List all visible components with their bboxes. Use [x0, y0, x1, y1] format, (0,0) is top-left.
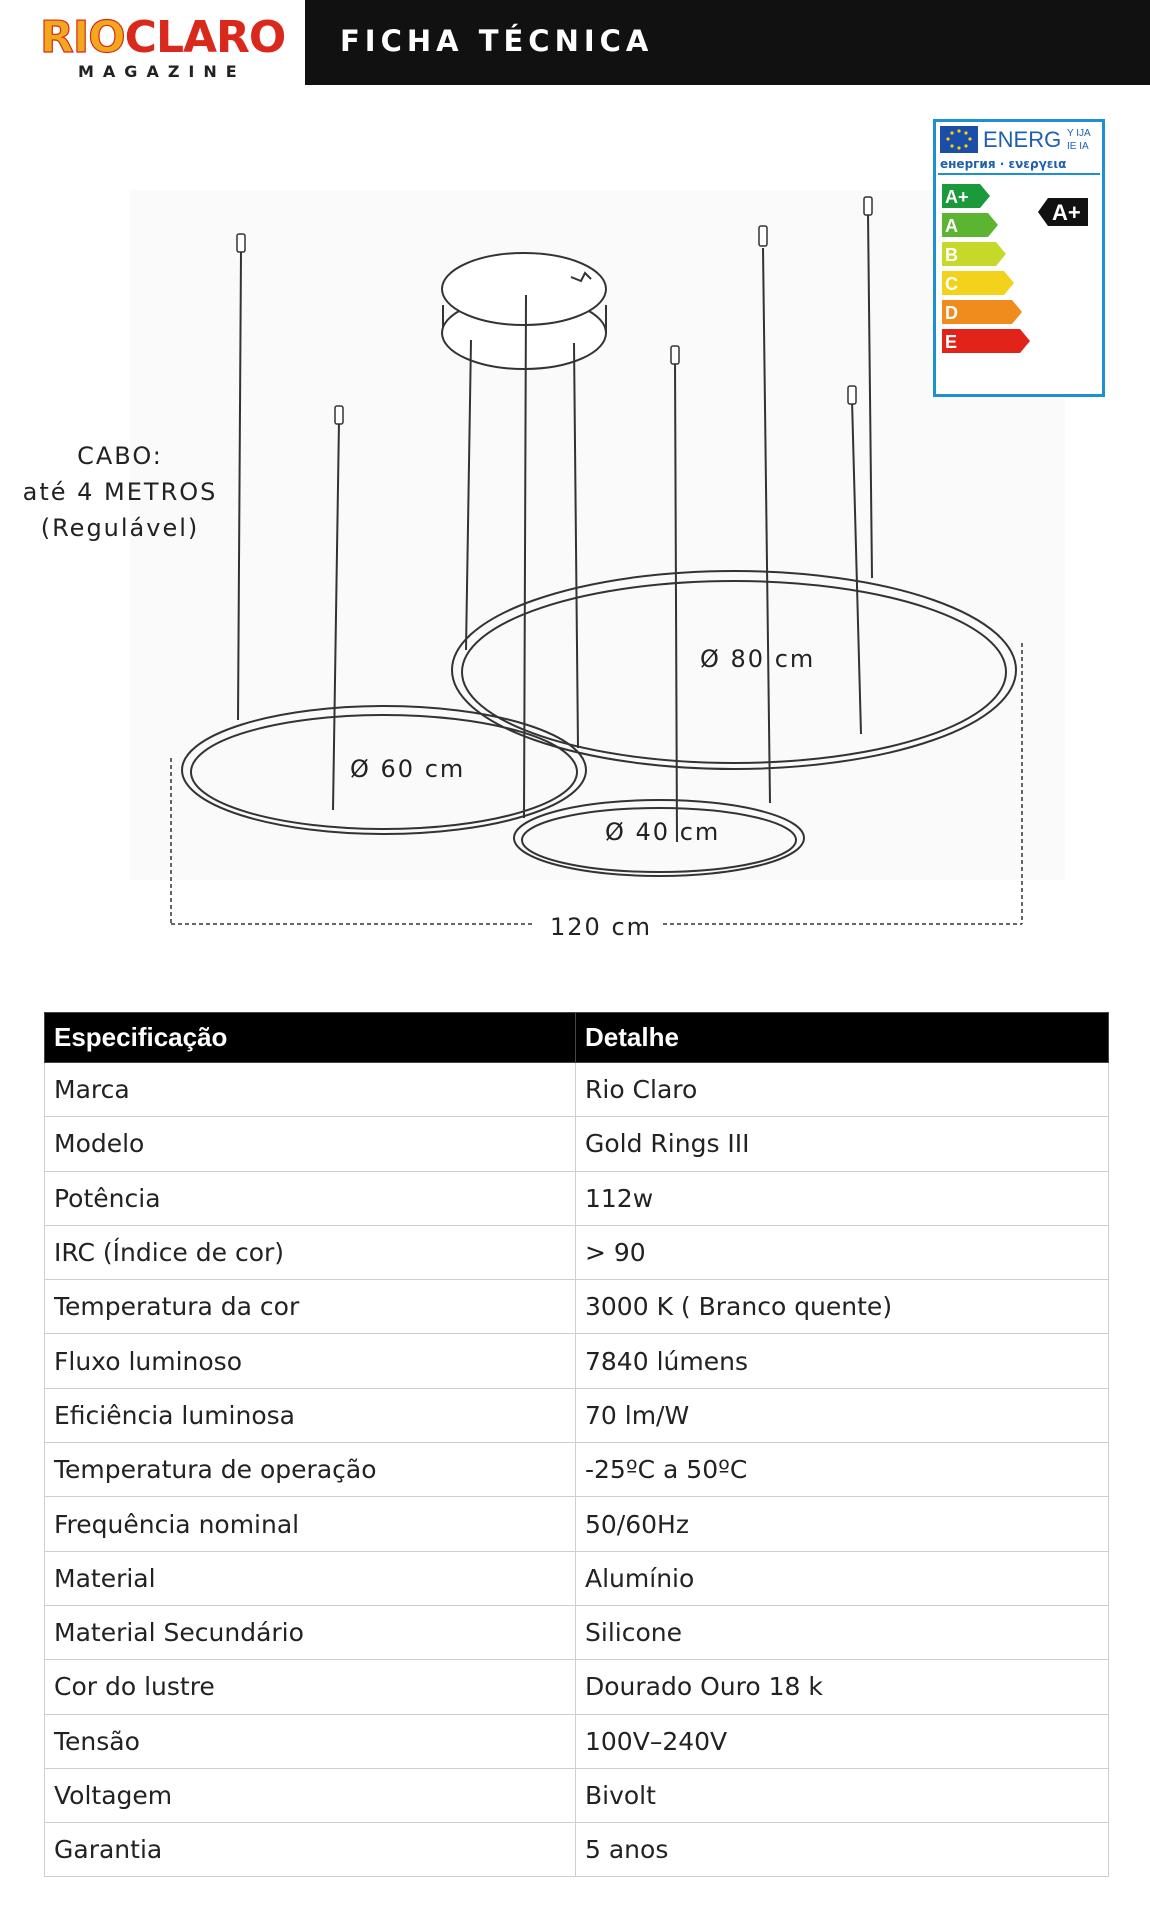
- spec-value-cell: Alumínio: [576, 1551, 1109, 1605]
- energy-title: ENERG: [983, 127, 1062, 152]
- energy-class-label: A+: [945, 187, 969, 207]
- table-row: [45, 1714, 1109, 1768]
- spec-name-cell: Modelo: [45, 1117, 576, 1171]
- column-header-spec: Especificação: [45, 1013, 576, 1063]
- energy-class-bar: [942, 329, 1030, 353]
- logo-subtitle: MAGAZINE: [78, 62, 246, 81]
- table-row: [45, 1388, 1109, 1442]
- energy-class-label: C: [945, 274, 958, 294]
- table-row: [45, 1225, 1109, 1279]
- energy-class-label: B: [945, 245, 958, 265]
- spec-value-cell: 70 lm/W: [576, 1388, 1109, 1442]
- logo-wordmark: [40, 12, 286, 63]
- energy-class-bar: [942, 300, 1022, 324]
- energy-class-bar: [942, 271, 1014, 295]
- spec-value-cell: Silicone: [576, 1605, 1109, 1659]
- spec-value-cell: 112w: [576, 1171, 1109, 1225]
- spec-table-header-row: [45, 1013, 1109, 1063]
- spec-name-cell: Temperatura de operação: [45, 1443, 576, 1497]
- spec-value-cell: Dourado Ouro 18 k: [576, 1660, 1109, 1714]
- energy-class-bar: [942, 242, 1006, 266]
- spec-value-cell: 5 anos: [576, 1823, 1109, 1877]
- spec-name-cell: Frequência nominal: [45, 1497, 576, 1551]
- column-header-detail: Detalhe: [576, 1013, 1109, 1063]
- energy-class-label: E: [945, 332, 958, 352]
- table-row: [45, 1063, 1109, 1117]
- spec-table: [44, 1012, 1109, 1877]
- spec-value-cell: Bivolt: [576, 1768, 1109, 1822]
- total-width-label: 120 cm: [550, 913, 653, 941]
- brand-logo: [40, 12, 286, 82]
- cable-line-1: CABO:: [77, 442, 163, 470]
- spec-name-cell: Fluxo luminoso: [45, 1334, 576, 1388]
- page-title: FICHA TÉCNICA: [340, 24, 654, 58]
- cable-line-2: até 4 METROS: [22, 478, 218, 506]
- logo-rio: RIO: [40, 12, 125, 63]
- ceiling-canopy: [442, 253, 606, 369]
- energy-subtitle: енергия · ενεργεια: [940, 157, 1067, 171]
- energy-class-bar: [942, 213, 998, 237]
- table-row: [45, 1443, 1109, 1497]
- table-row: [45, 1660, 1109, 1714]
- spec-value-cell: > 90: [576, 1225, 1109, 1279]
- spec-name-cell: Temperatura da cor: [45, 1280, 576, 1334]
- table-row: [45, 1823, 1109, 1877]
- spec-value-cell: Gold Rings III: [576, 1117, 1109, 1171]
- spec-name-cell: Garantia: [45, 1823, 576, 1877]
- cable-line-3: (Regulável): [40, 514, 200, 542]
- spec-name-cell: Potência: [45, 1171, 576, 1225]
- spec-name-cell: Cor do lustre: [45, 1660, 576, 1714]
- table-row: [45, 1605, 1109, 1659]
- spec-name-cell: Marca: [45, 1063, 576, 1117]
- energy-suffix-top: Y IJA: [1067, 128, 1091, 139]
- ring-60-label: Ø 60 cm: [350, 755, 466, 783]
- table-row: [45, 1280, 1109, 1334]
- energy-rating: A+: [1052, 200, 1081, 225]
- energy-class-bar: [942, 184, 990, 208]
- spec-value-cell: 3000 K ( Branco quente): [576, 1280, 1109, 1334]
- spec-value-cell: 7840 lúmens: [576, 1334, 1109, 1388]
- spec-name-cell: Material: [45, 1551, 576, 1605]
- spec-name-cell: IRC (Índice de cor): [45, 1225, 576, 1279]
- spec-name-cell: Tensão: [45, 1714, 576, 1768]
- spec-value-cell: Rio Claro: [576, 1063, 1109, 1117]
- table-row: [45, 1551, 1109, 1605]
- spec-name-cell: Material Secundário: [45, 1605, 576, 1659]
- logo-claro: CLARO: [124, 12, 286, 63]
- ring-40-label: Ø 40 cm: [605, 818, 721, 846]
- table-row: [45, 1334, 1109, 1388]
- energy-class-label: A: [945, 216, 958, 236]
- spec-value-cell: 50/60Hz: [576, 1497, 1109, 1551]
- energy-label-graphic: [936, 122, 1102, 394]
- table-row: [45, 1171, 1109, 1225]
- energy-suffix-bottom: IE IA: [1067, 141, 1089, 152]
- spec-name-cell: Eficiência luminosa: [45, 1388, 576, 1442]
- table-row: [45, 1497, 1109, 1551]
- spec-name-cell: Voltagem: [45, 1768, 576, 1822]
- energy-class-label: D: [945, 303, 958, 323]
- energy-class-bars: [942, 184, 1030, 353]
- table-row: [45, 1117, 1109, 1171]
- spec-value-cell: -25ºC a 50ºC: [576, 1443, 1109, 1497]
- energy-rating-badge: [1038, 198, 1088, 226]
- cable-length-note: [20, 438, 220, 546]
- energy-label: [933, 119, 1105, 397]
- header-bar: [305, 0, 1150, 85]
- spec-value-cell: 100V–240V: [576, 1714, 1109, 1768]
- ring-80-label: Ø 80 cm: [700, 645, 816, 673]
- table-row: [45, 1768, 1109, 1822]
- spec-table-body: [45, 1063, 1109, 1877]
